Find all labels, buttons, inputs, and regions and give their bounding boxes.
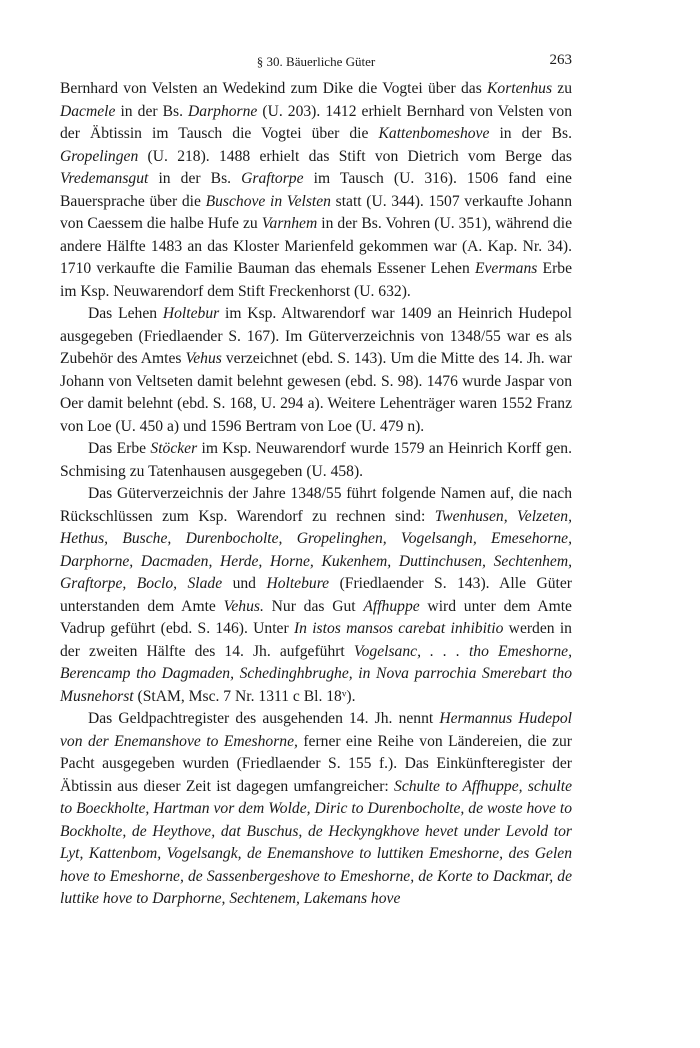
text-run: Das Lehen — [88, 305, 163, 322]
italic-run: Vehus. — [223, 597, 264, 615]
body-text — [60, 78, 572, 911]
text-run: (Friedlaender S. 143). Alle Güter unterstanden dem Amte — [60, 575, 572, 615]
italic-run: Kortenhus — [487, 80, 553, 97]
text-run: (U. 218). 1488 erhielt das Stift von Dietrich vom Berge das — [138, 147, 572, 165]
section-heading: § 30. Bäuerliche Güter — [256, 54, 376, 69]
text-run: statt (U. 344). 1507 verkaufte Johann von Caessem die halbe Hufe zu — [60, 192, 573, 232]
italic-run: Twenhusen, Velzeten, Hethus, Busche, Durenbocholte, Gropelinghen, Vogelsangh, Emesehorne, Darphorne, Dacmaden, Herde, Horne, Kukenhem, Duttinchusen, Sechtenhem, Graftorpe, Boclo, Slade — [60, 507, 572, 592]
text-run: zu — [552, 80, 572, 97]
text-run: Das Güterverzeichnis der Jahre 1348/55 führt folgende Namen auf, die nach Rückschlüssen zum Ksp. Warendorf zu rechnen sind: — [60, 485, 572, 525]
italic-run: Hermannus Hudepol von der Enemanshove to Emeshorne, — [60, 710, 572, 750]
text-run: Das Erbe — [88, 440, 151, 457]
text-run: in der Bs. — [115, 102, 189, 120]
paragraph — [60, 78, 572, 303]
text-run: (StAM, Msc. 7 Nr. 1311 c Bl. 18ᵛ). — [133, 687, 356, 705]
italic-run: Buschove in Velsten — [205, 192, 331, 210]
text-run: und — [222, 575, 267, 592]
text-run: im Ksp. Neuwarendorf wurde 1579 an Heinrich Korff gen. Schmising zu Tatenhausen ausgegeben (U. 458). — [60, 440, 573, 480]
italic-run: Vogelsanc, . . . tho Emeshorne, Berencamp tho Dagmaden, Schedinghbrughe, in Nova parrochia Smerebart tho Musnehorst — [60, 642, 572, 705]
running-head — [60, 50, 572, 78]
text-run: Erbe im Ksp. Neuwarendorf dem Stift Freckenhorst (U. 632). — [60, 260, 572, 300]
italic-run: Vredemansgut — [60, 170, 149, 187]
italic-run: Schulte to Affhuppe, schulte to Boeckholte, Hartman vor dem Wolde, Diric to Durenbocholte, de woste hove to Bockholte, de Heythove, dat Buschus, de Heckyngkhove hevet under Levold tor Lyt, Kattenbom, Vogelsangk, de Enemanshove to luttiken Emeshorne, des Gelen hove to Emeshorne, de Sassenbergeshove to Emeshorne, de Korte to Dackmar, de luttike hove to Darphorne, Sechtenem, Lakemans hove — [60, 777, 572, 907]
italic-run: Dacmele — [60, 102, 116, 120]
italic-run: Holtebur — [162, 305, 220, 322]
text-run: Nur das Gut — [263, 597, 364, 615]
text-run: verzeichnet (ebd. S. 143). Um die Mitte des 14. Jh. war Johann von Veltseten damit belehnt gewesen (ebd. S. 98). 1476 wurde Jaspar von Oer damit belehnt (ebd. S. 168, U. 294 a). Weitere Lehenträger waren 1552 Franz von Loe (U. 450 a) und 1596 Bertram von Loe (U. 479 n). — [60, 350, 572, 435]
text-run: in der Bs. — [489, 125, 572, 142]
paragraph — [60, 303, 572, 438]
italic-run: Affhuppe — [363, 597, 420, 615]
italic-run: Vehus — [185, 350, 222, 367]
text-run: wird unter dem Amte Vadrup geführt (ebd. S. 146). Unter — [60, 597, 572, 637]
text-run: Das Geldpachtregister des ausgehenden 14. Jh. nennt — [88, 710, 440, 727]
italic-run: Gropelingen — [60, 147, 139, 165]
italic-run: Stöcker — [150, 440, 198, 457]
text-run: in der Bs. — [148, 170, 242, 187]
italic-run: Evermans — [474, 260, 538, 277]
text-run: werden in der zweiten Hälfte des 14. Jh. aufgeführt — [60, 620, 572, 660]
italic-run: In istos mansos carebat inhibitio — [293, 620, 504, 637]
text-run: ferner eine Reihe von Ländereien, die zur Pacht ausgegeben wurden (Friedlaender S. 155 f.). Das Einkünfteregister der Äbtissin aus dieser Zeit ist dagegen umfangreicher: — [60, 732, 573, 795]
text-run: in der Bs. Vohren (U. 351), während die andere Hälfte 1483 an das Kloster Marienfeld gekommen war (A. Kap. Nr. 34). 1710 verkaufte die Familie Bauman das ehemals Essener Lehen — [60, 215, 572, 277]
book-page — [60, 50, 572, 911]
italic-run: Holtebure — [266, 575, 330, 592]
italic-run: Graftorpe — [241, 170, 304, 187]
text-run: Bernhard von Velsten an Wedekind zum Dike die Vogtei über das — [60, 80, 488, 97]
italic-run: Kattenbomeshove — [378, 125, 490, 142]
paragraph — [60, 483, 572, 708]
italic-run: Varnhem — [261, 215, 318, 232]
page-number: 263 — [549, 52, 572, 68]
text-run: im Tausch (U. 316). 1506 fand eine Bauersprache über die — [60, 170, 572, 210]
italic-run: Darphorne — [188, 102, 258, 120]
text-run: (U. 203). 1412 erhielt Bernhard von Velsten von der Äbtissin im Tausch die Vogtei über die — [60, 102, 572, 142]
text-run: im Ksp. Altwarendorf war 1409 an Heinrich Hudepol ausgegeben (Friedlaender S. 167). Im Güterverzeichnis von 1348/55 war es als Zubehör des Amtes — [60, 305, 572, 367]
paragraph — [60, 708, 572, 911]
paragraph — [60, 438, 572, 483]
